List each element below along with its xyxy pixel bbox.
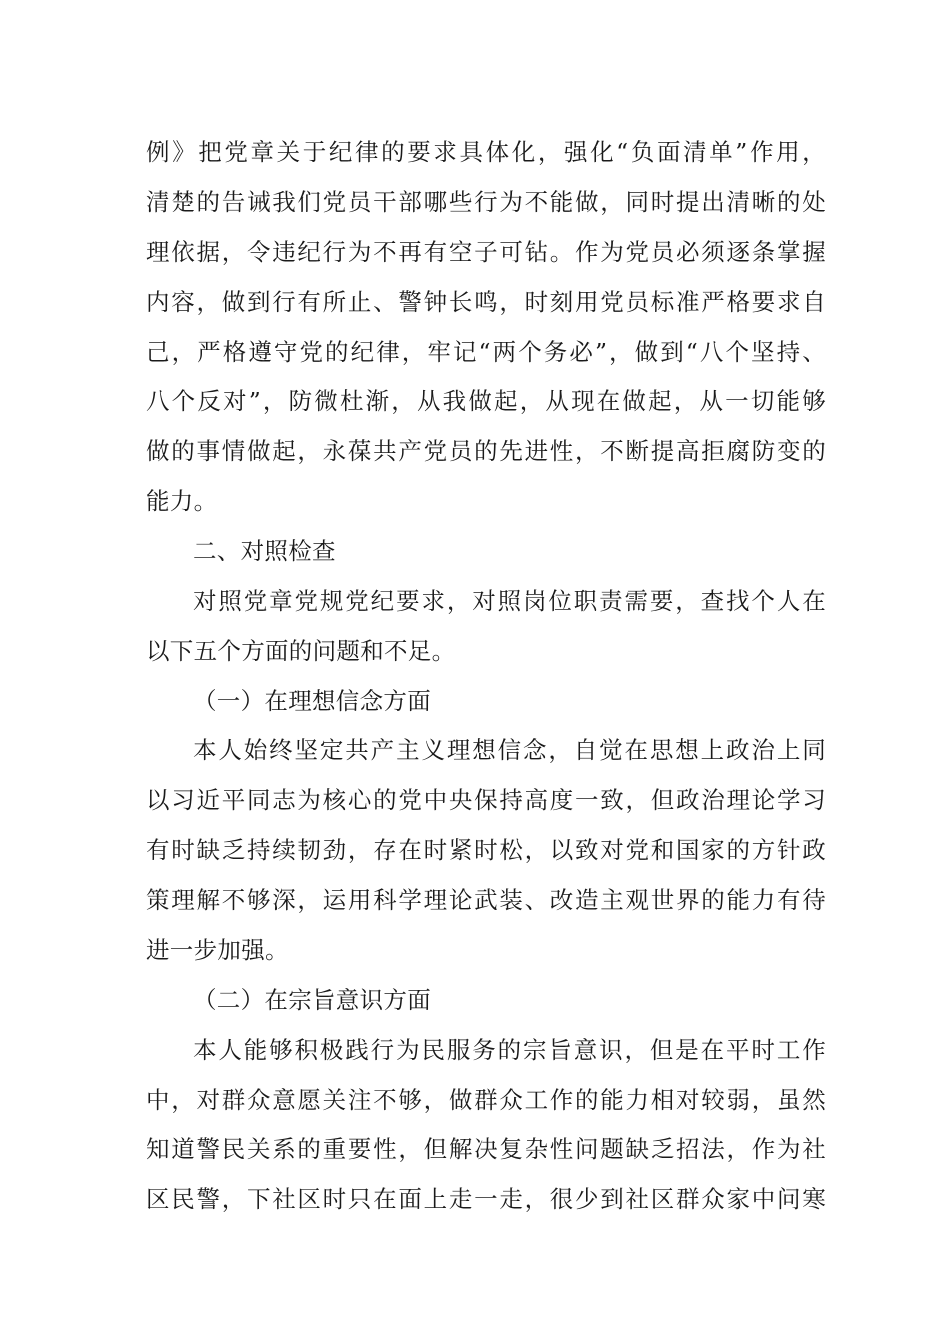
paragraph-line: 以下五个方面的问题和不足。 (146, 637, 456, 665)
paragraph-line: 知道警民关系的重要性，但解决复杂性问题缺乏招法，作为社 (146, 1135, 826, 1163)
subsection-heading: （二）在宗旨意识方面 (193, 986, 431, 1014)
section-heading: 二、对照检查 (193, 537, 336, 565)
paragraph-line: 做的事情做起，永葆共产党员的先进性，不断提高拒腐防变的 (146, 437, 826, 465)
paragraph-line: 理依据，令违纪行为不再有空子可钻。作为党员必须逐条掌握 (146, 238, 826, 266)
paragraph-line: 对照党章党规党纪要求，对照岗位职责需要，查找个人在 (193, 587, 826, 615)
paragraph-line: 有时缺乏持续韧劲，存在时紧时松，以致对党和国家的方针政 (146, 836, 826, 864)
paragraph-line: 策理解不够深，运用科学理论武装、改造主观世界的能力有待 (146, 886, 826, 914)
paragraph-line: 中，对群众意愿关注不够，做群众工作的能力相对较弱，虽然 (146, 1086, 826, 1114)
paragraph-line: 内容，做到行有所止、警钟长鸣，时刻用党员标准严格要求自 (146, 288, 826, 316)
paragraph-line: 例》把党章关于纪律的要求具体化，强化“负面清单”作用， (146, 138, 826, 166)
paragraph-line: 八个反对”，防微杜渐，从我做起，从现在做起，从一切能够 (146, 387, 826, 415)
paragraph-line: 本人能够积极践行为民服务的宗旨意识，但是在平时工作 (193, 1036, 826, 1064)
paragraph-line: 进一步加强。 (146, 936, 289, 964)
paragraph-line: 能力。 (146, 487, 218, 515)
paragraph-line: 本人始终坚定共产主义理想信念，自觉在思想上政治上同 (193, 736, 826, 764)
subsection-heading: （一）在理想信念方面 (193, 687, 431, 715)
paragraph-line: 清楚的告诫我们党员干部哪些行为不能做，同时提出清晰的处 (146, 188, 826, 216)
paragraph-line: 己，严格遵守党的纪律，牢记“两个务必”，做到“八个坚持、 (146, 338, 826, 366)
paragraph-line: 区民警，下社区时只在面上走一走，很少到社区群众家中问寒 (146, 1185, 826, 1213)
paragraph-line: 以习近平同志为核心的党中央保持高度一致，但政治理论学习 (146, 786, 826, 814)
